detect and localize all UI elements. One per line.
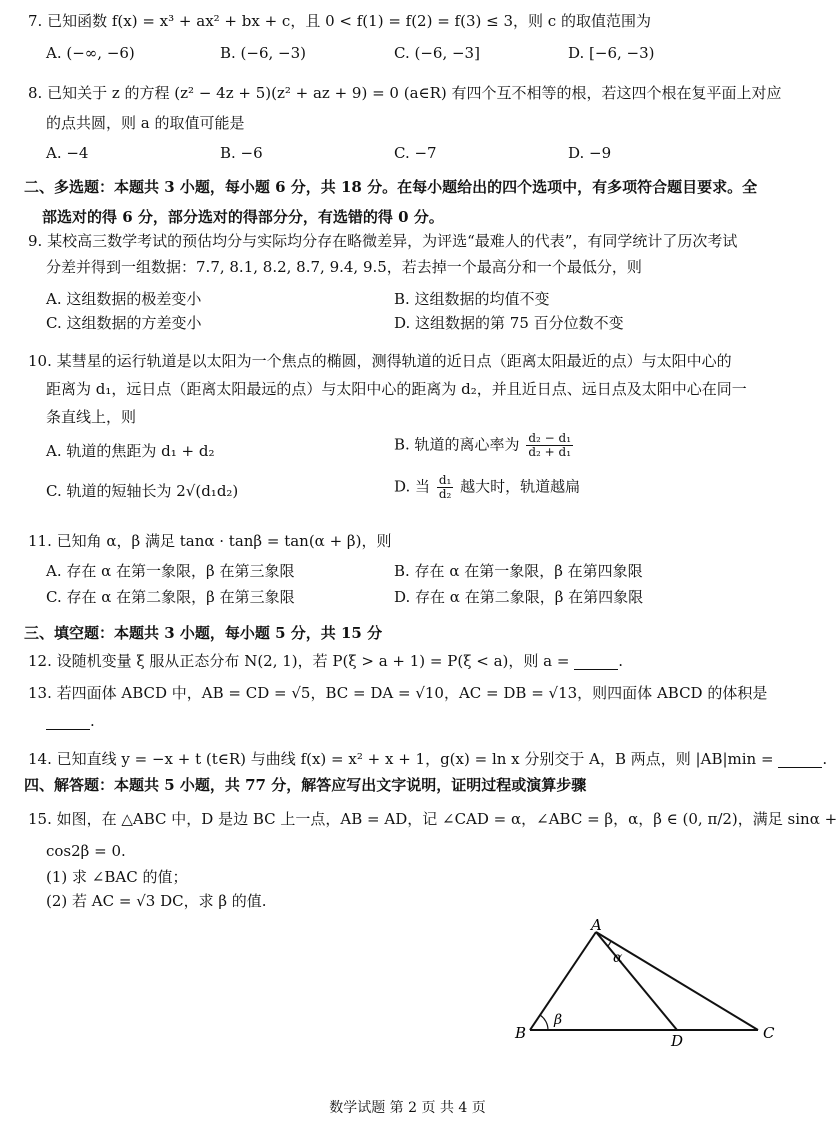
vertex-label-a: A: [591, 916, 602, 934]
q10-option-c: C. 轨道的短轴长为 2√(d₁d₂): [46, 482, 239, 500]
q13-stem-line1: 13. 若四面体 ABCD 中，AB = CD = √5，BC = DA = √10，AC = DB = √13，则四面体 ABCD 的体积是: [28, 684, 768, 702]
section4-heading: 四、解答题：本题共 5 小题，共 77 分，解答应写出文字说明，证明过程或演算步骤: [24, 776, 587, 794]
section2-line1: 二、多选题：本题共 3 小题，每小题 6 分，共 18 分。在每小题给出的四个选项中，有多项符合题目要求。全: [24, 178, 758, 196]
section2-line2: 部选对的得 6 分，部分选对的得部分分，有选错的得 0 分。: [42, 208, 444, 226]
q8-option-a: A. −4: [46, 144, 89, 162]
q9-option-c: C. 这组数据的方差变小: [46, 314, 202, 332]
q15-stem-line1: 15. 如图，在 △ABC 中，D 是边 BC 上一点，AB = AD，记 ∠CAD = α，∠ABC = β，α，β ∈ (0, π/2)，满足 sinα +: [28, 810, 837, 828]
q11-stem: 11. 已知角 α，β 满足 tanα · tanβ = tan(α + β)，则: [28, 532, 392, 550]
q10-option-b-denominator: d₂ + d₁: [528, 445, 572, 460]
q10-option-d-denominator: d₂: [438, 487, 452, 502]
q7-stem: 7. 已知函数 f(x) = x³ + ax² + bx + c，且 0 < f(1) = f(2) = f(3) ≤ 3，则 c 的取值范围为: [28, 12, 651, 30]
triangle-figure: [505, 918, 795, 1053]
q15-stem-line2: cos2β = 0.: [46, 842, 126, 860]
q14-stem: 14. 已知直线 y = −x + t (t∈R) 与曲线 f(x) = x² + x + 1，g(x) = ln x 分别交于 A，B 两点，则 |AB|min =: [28, 750, 774, 768]
q11-option-b: B. 存在 α 在第一象限，β 在第四象限: [394, 562, 643, 580]
q12: [28, 652, 798, 670]
q13-tail: .: [90, 712, 95, 730]
q7-option-a: A. (−∞, −6): [46, 44, 135, 62]
segment-ad: [596, 932, 677, 1030]
page-footer: 数学试题 第 2 页 共 4 页: [329, 1100, 486, 1116]
q13-answer-blank[interactable]: [46, 715, 90, 730]
q9-stem-line1: 9. 某校高三数学考试的预估均分与实际均分存在略微差异，为评选“最难人的代表”，有同学统计了历次考试: [28, 232, 738, 250]
q11-option-a: A. 存在 α 在第一象限，β 在第三象限: [46, 562, 295, 580]
q8-option-d: D. −9: [568, 144, 612, 162]
q14-answer-blank[interactable]: [778, 753, 822, 768]
q7-option-c: C. (−6, −3]: [394, 44, 480, 62]
q14-tail: .: [822, 750, 828, 768]
vertex-label-c: C: [763, 1024, 775, 1042]
q10-option-b: [394, 432, 575, 459]
q10-option-d-numerator: d₁: [438, 473, 452, 487]
q8-stem: [28, 84, 798, 132]
q7-option-b: B. (−6, −3): [220, 44, 307, 62]
q15: [28, 810, 837, 910]
angle-label-alpha: α: [613, 950, 623, 966]
q8-stem-line1: 8. 已知关于 z 的方程 (z² − 4z + 5)(z² + az + 9) = 0 (a∈R) 有四个互不相等的根，若这四个根在复平面上对应: [28, 84, 782, 102]
q10-option-d-prefix: D. 当: [394, 477, 431, 496]
vertex-label-d: D: [671, 1032, 684, 1050]
q10-option-a: A. 轨道的焦距为 d₁ + d₂: [46, 442, 215, 460]
q9-stem-line2: 分差并得到一组数据：7.7, 8.1, 8.2, 8.7, 9.4, 9.5，若去掉一个最高分和一个最低分，则: [46, 258, 642, 276]
q10-option-d-suffix: 越大时，轨道越扁: [460, 477, 581, 496]
q8-stem-line2: 的点共圆，则 a 的取值可能是: [46, 114, 245, 132]
q9-option-a: A. 这组数据的极差变小: [46, 290, 202, 308]
q14: [28, 750, 828, 768]
q10-option-d-fraction: [437, 474, 454, 501]
q15-part1: (1) 求 ∠BAC 的值；: [46, 868, 188, 886]
q12-tail: .: [618, 652, 623, 670]
angle-label-beta: β: [554, 1012, 563, 1028]
q12-answer-blank[interactable]: [574, 655, 618, 670]
q10-stem-line3: 条直线上，则: [46, 408, 137, 426]
q10-option-d: [394, 474, 580, 501]
segment-ac: [596, 932, 758, 1030]
section2-heading: [24, 178, 804, 226]
q10-stem-line1: 10. 某彗星的运行轨道是以太阳为一个焦点的椭圆，测得轨道的近日点（距离太阳最近的点）与太阳中心的: [28, 352, 732, 370]
angle-alpha-arc: [608, 941, 611, 946]
q9-option-d: D. 这组数据的第 75 百分位数不变: [394, 314, 624, 332]
section3-heading: 三、填空题：本题共 3 小题，每小题 5 分，共 15 分: [24, 624, 383, 642]
q10-stem: [28, 352, 798, 426]
vertex-label-b: B: [515, 1024, 527, 1042]
q10-option-b-prefix: B. 轨道的离心率为: [394, 435, 520, 454]
q7-option-d: D. [−6, −3): [568, 44, 655, 62]
q9-option-b: B. 这组数据的均值不变: [394, 290, 550, 308]
q9-stem: [28, 232, 798, 276]
q15-part2: (2) 若 AC = √3 DC，求 β 的值.: [46, 892, 267, 910]
q8-option-b: B. −6: [220, 144, 263, 162]
q12-stem: 12. 设随机变量 ξ 服从正态分布 N(2, 1)，若 P(ξ > a + 1) = P(ξ < a)，则 a =: [28, 652, 570, 670]
q10-option-b-fraction: [526, 432, 573, 459]
q13: [28, 684, 798, 730]
q11-option-d: D. 存在 α 在第二象限，β 在第四象限: [394, 588, 644, 606]
q10-stem-line2: 距离为 d₁，远日点（距离太阳最远的点）与太阳中心的距离为 d₂，并且近日点、远日点及太阳中心在同一: [46, 380, 747, 398]
angle-beta-arc: [540, 1015, 548, 1030]
q10-option-b-numerator: d₂ − d₁: [528, 431, 572, 445]
q8-option-c: C. −7: [394, 144, 437, 162]
q11-option-c: C. 存在 α 在第二象限，β 在第三象限: [46, 588, 295, 606]
